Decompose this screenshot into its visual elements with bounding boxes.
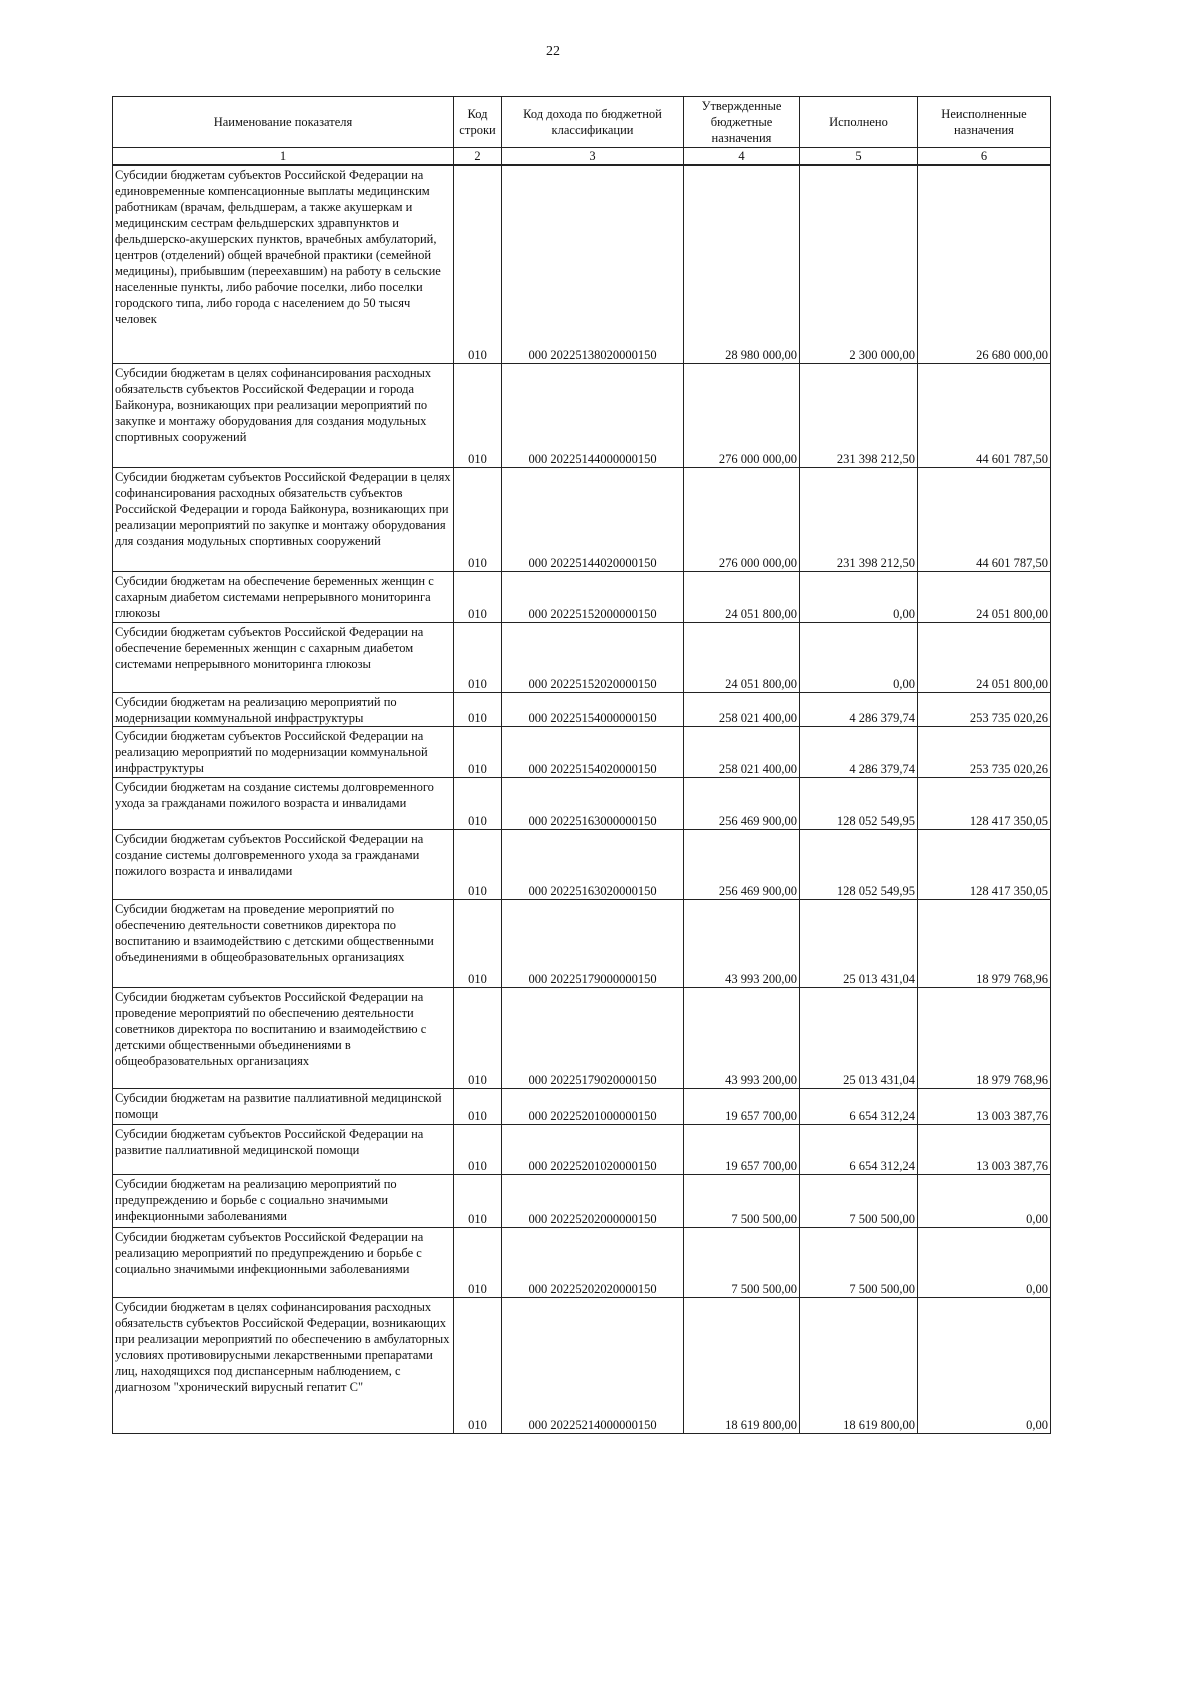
executed-amount: 6 654 312,24 <box>800 1124 918 1174</box>
income-code: 000 20225163000000150 <box>502 777 684 829</box>
unexecuted-amount: 18 979 768,96 <box>918 987 1051 1088</box>
table-row <box>113 777 1051 829</box>
income-code: 000 20225152000000150 <box>502 571 684 622</box>
approved-amount: 19 657 700,00 <box>684 1088 800 1124</box>
unexecuted-amount: 18 979 768,96 <box>918 899 1051 987</box>
income-code: 000 20225154000000150 <box>502 692 684 726</box>
indicator-name: Субсидии бюджетам субъектов Российской Федерации в целях софинансирования расходных обязательств субъектов Российской Федерации и города Байконура, возникающих при реализации мероприятий по закупке и монтажу оборудования для создания модульных спортивных сооружений <box>113 467 454 571</box>
income-code: 000 20225214000000150 <box>502 1297 684 1433</box>
table-row <box>113 1297 1051 1433</box>
line-code: 010 <box>454 899 502 987</box>
line-code: 010 <box>454 829 502 899</box>
unexecuted-amount: 128 417 350,05 <box>918 777 1051 829</box>
executed-amount: 7 500 500,00 <box>800 1174 918 1227</box>
approved-amount: 28 980 000,00 <box>684 165 800 363</box>
approved-amount: 276 000 000,00 <box>684 467 800 571</box>
executed-amount: 4 286 379,74 <box>800 726 918 777</box>
table-row <box>113 165 1051 363</box>
page-number: 22 <box>546 44 560 59</box>
line-code: 010 <box>454 1174 502 1227</box>
header-unexecuted: Неисполненные назначения <box>918 97 1051 148</box>
unexecuted-amount: 128 417 350,05 <box>918 829 1051 899</box>
unexecuted-amount: 26 680 000,00 <box>918 165 1051 363</box>
income-code: 000 20225179020000150 <box>502 987 684 1088</box>
approved-amount: 7 500 500,00 <box>684 1227 800 1297</box>
header-line-code: Код строки <box>454 97 502 148</box>
approved-amount: 24 051 800,00 <box>684 571 800 622</box>
executed-amount: 128 052 549,95 <box>800 777 918 829</box>
table-row <box>113 726 1051 777</box>
line-code: 010 <box>454 1124 502 1174</box>
income-code: 000 20225202000000150 <box>502 1174 684 1227</box>
approved-amount: 18 619 800,00 <box>684 1297 800 1433</box>
executed-amount: 7 500 500,00 <box>800 1227 918 1297</box>
executed-amount: 25 013 431,04 <box>800 987 918 1088</box>
approved-amount: 43 993 200,00 <box>684 899 800 987</box>
table-row <box>113 829 1051 899</box>
executed-amount: 0,00 <box>800 622 918 692</box>
indicator-name: Субсидии бюджетам на проведение мероприятий по обеспечению деятельности советников директора по воспитанию и взаимодействию с детскими общественными объединениями в общеобразовательных организациях <box>113 899 454 987</box>
unexecuted-amount: 253 735 020,26 <box>918 726 1051 777</box>
column-number: 3 <box>502 148 684 166</box>
column-number: 5 <box>800 148 918 166</box>
indicator-name: Субсидии бюджетам на обеспечение беременных женщин с сахарным диабетом системами непрерывного мониторинга глюкозы <box>113 571 454 622</box>
indicator-name: Субсидии бюджетам субъектов Российской Федерации на создание системы долговременного ухода за гражданами пожилого возраста и инвалидами <box>113 829 454 899</box>
column-number: 6 <box>918 148 1051 166</box>
table-row <box>113 1227 1051 1297</box>
unexecuted-amount: 13 003 387,76 <box>918 1088 1051 1124</box>
unexecuted-amount: 24 051 800,00 <box>918 622 1051 692</box>
line-code: 010 <box>454 165 502 363</box>
approved-amount: 43 993 200,00 <box>684 987 800 1088</box>
indicator-name: Субсидии бюджетам субъектов Российской Федерации на обеспечение беременных женщин с сахарным диабетом системами непрерывного мониторинга глюкозы <box>113 622 454 692</box>
table-row <box>113 571 1051 622</box>
income-code: 000 20225154020000150 <box>502 726 684 777</box>
executed-amount: 25 013 431,04 <box>800 899 918 987</box>
indicator-name: Субсидии бюджетам субъектов Российской Федерации на реализацию мероприятий по предупреждению и борьбе с социально значимыми инфекционными заболеваниями <box>113 1227 454 1297</box>
indicator-name: Субсидии бюджетам субъектов Российской Федерации на реализацию мероприятий по модернизации коммунальной инфраструктуры <box>113 726 454 777</box>
header-approved: Утвержденные бюджетные назначения <box>684 97 800 148</box>
unexecuted-amount: 44 601 787,50 <box>918 467 1051 571</box>
line-code: 010 <box>454 571 502 622</box>
indicator-name: Субсидии бюджетам на реализацию мероприятий по предупреждению и борьбе с социально значимыми инфекционными заболеваниями <box>113 1174 454 1227</box>
executed-amount: 4 286 379,74 <box>800 692 918 726</box>
table-row <box>113 899 1051 987</box>
indicator-name: Субсидии бюджетам субъектов Российской Федерации на развитие паллиативной медицинской помощи <box>113 1124 454 1174</box>
table-row <box>113 363 1051 467</box>
line-code: 010 <box>454 987 502 1088</box>
table-row <box>113 1174 1051 1227</box>
executed-amount: 18 619 800,00 <box>800 1297 918 1433</box>
income-code: 000 20225201020000150 <box>502 1124 684 1174</box>
column-number: 2 <box>454 148 502 166</box>
income-code: 000 20225179000000150 <box>502 899 684 987</box>
income-code: 000 20225152020000150 <box>502 622 684 692</box>
line-code: 010 <box>454 467 502 571</box>
executed-amount: 0,00 <box>800 571 918 622</box>
income-code: 000 20225144020000150 <box>502 467 684 571</box>
header-row <box>113 97 1051 148</box>
executed-amount: 2 300 000,00 <box>800 165 918 363</box>
line-code: 010 <box>454 1088 502 1124</box>
executed-amount: 231 398 212,50 <box>800 467 918 571</box>
budget-execution-table <box>112 96 1051 1434</box>
approved-amount: 256 469 900,00 <box>684 829 800 899</box>
approved-amount: 24 051 800,00 <box>684 622 800 692</box>
executed-amount: 6 654 312,24 <box>800 1088 918 1124</box>
unexecuted-amount: 0,00 <box>918 1174 1051 1227</box>
unexecuted-amount: 24 051 800,00 <box>918 571 1051 622</box>
approved-amount: 258 021 400,00 <box>684 692 800 726</box>
table-row <box>113 1124 1051 1174</box>
income-code: 000 20225202020000150 <box>502 1227 684 1297</box>
indicator-name: Субсидии бюджетам в целях софинансирования расходных обязательств субъектов Российской Федерации, возникающих при реализации мероприятий по обеспечению в амбулаторных условиях противовирусными лекарственными препаратами лиц, находящихся под диспансерным наблюдением, с диагнозом "хронический вирусный гепатит С" <box>113 1297 454 1433</box>
income-code: 000 20225201000000150 <box>502 1088 684 1124</box>
approved-amount: 276 000 000,00 <box>684 363 800 467</box>
income-code: 000 20225144000000150 <box>502 363 684 467</box>
line-code: 010 <box>454 692 502 726</box>
income-code: 000 20225138020000150 <box>502 165 684 363</box>
line-code: 010 <box>454 777 502 829</box>
indicator-name: Субсидии бюджетам субъектов Российской Федерации на проведение мероприятий по обеспечению деятельности советников директора по воспитанию и взаимодействию с детскими общественными объединениями в общеобразовательных организациях <box>113 987 454 1088</box>
indicator-name: Субсидии бюджетам на развитие паллиативной медицинской помощи <box>113 1088 454 1124</box>
indicator-name: Субсидии бюджетам на создание системы долговременного ухода за гражданами пожилого возраста и инвалидами <box>113 777 454 829</box>
unexecuted-amount: 0,00 <box>918 1297 1051 1433</box>
header-executed: Исполнено <box>800 97 918 148</box>
income-code: 000 20225163020000150 <box>502 829 684 899</box>
line-code: 010 <box>454 726 502 777</box>
table-row <box>113 692 1051 726</box>
indicator-name: Субсидии бюджетам субъектов Российской Федерации на единовременные компенсационные выплаты медицинским работникам (врачам, фельдшерам, а также акушеркам и медицинским сестрам фельдшерских здравпунктов и фельдшерско-акушерских пунктов, врачебных амбулаторий, центров (отделений) общей врачебной практики (семейной медицины), прибывшим (переехавшим) на работу в сельские населенные пункты, либо рабочие поселки, либо поселки городского типа, либо города с населением до 50 тысяч человек <box>113 165 454 363</box>
column-number-row <box>113 148 1051 166</box>
indicator-name: Субсидии бюджетам на реализацию мероприятий по модернизации коммунальной инфраструктуры <box>113 692 454 726</box>
column-number: 4 <box>684 148 800 166</box>
line-code: 010 <box>454 622 502 692</box>
table-row <box>113 467 1051 571</box>
unexecuted-amount: 44 601 787,50 <box>918 363 1051 467</box>
line-code: 010 <box>454 1297 502 1433</box>
column-number: 1 <box>113 148 454 166</box>
table-row <box>113 987 1051 1088</box>
approved-amount: 7 500 500,00 <box>684 1174 800 1227</box>
executed-amount: 231 398 212,50 <box>800 363 918 467</box>
line-code: 010 <box>454 363 502 467</box>
header-income-code: Код дохода по бюджетной классификации <box>502 97 684 148</box>
unexecuted-amount: 13 003 387,76 <box>918 1124 1051 1174</box>
approved-amount: 258 021 400,00 <box>684 726 800 777</box>
approved-amount: 19 657 700,00 <box>684 1124 800 1174</box>
table-row <box>113 1088 1051 1124</box>
executed-amount: 128 052 549,95 <box>800 829 918 899</box>
header-indicator-name: Наименование показателя <box>113 97 454 148</box>
approved-amount: 256 469 900,00 <box>684 777 800 829</box>
unexecuted-amount: 253 735 020,26 <box>918 692 1051 726</box>
unexecuted-amount: 0,00 <box>918 1227 1051 1297</box>
line-code: 010 <box>454 1227 502 1297</box>
indicator-name: Субсидии бюджетам в целях софинансирования расходных обязательств субъектов Российской Федерации и города Байконура, возникающих при реализации мероприятий по закупке и монтажу оборудования для создания модульных спортивных сооружений <box>113 363 454 467</box>
table-row <box>113 622 1051 692</box>
